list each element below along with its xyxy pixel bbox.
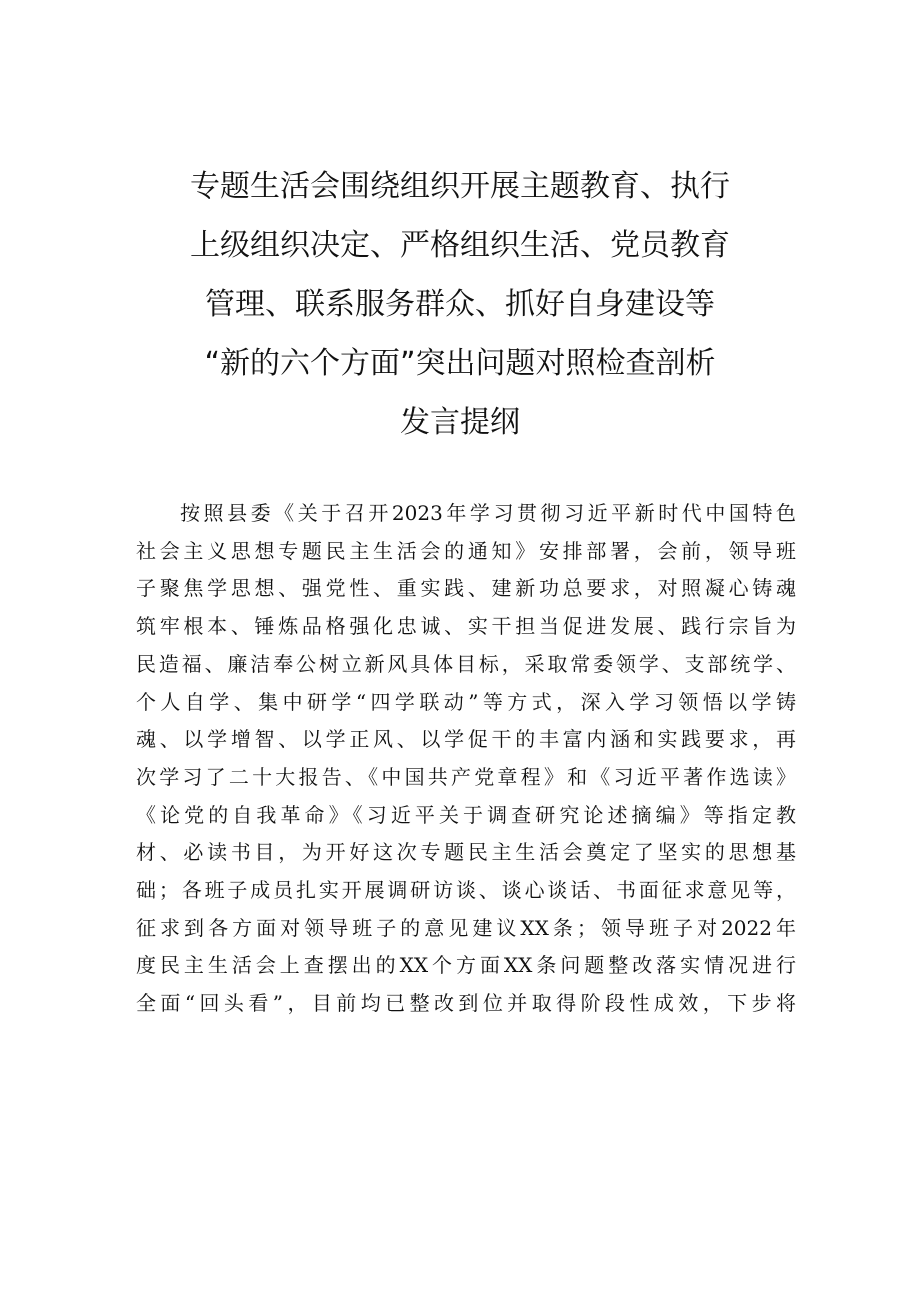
body-line: 个人自学、集中研学“四学联动”等方式，深入学习领悟以学铸 — [136, 689, 796, 714]
body-line: 《论党的自我革命》《习近平关于调查研究论述摘编》等指定教 — [136, 802, 796, 827]
title-line: 专题生活会围绕组织开展主题教育、执行 — [190, 169, 730, 204]
body-line: 材、必读书目，为开好这次专题民主生活会奠定了坚实的思想基 — [136, 840, 796, 865]
title-line: 管理、联系服务群众、抓好自身建设等 — [205, 287, 715, 322]
title-line: 上级组织决定、严格组织生活、党员教育 — [190, 228, 730, 263]
body-line: 征求到各方面对领导班子的意见建议XX条；领导班子对2022年 — [136, 915, 796, 940]
body-line: 度民主生活会上查摆出的XX个方面XX条问题整改落实情况进行 — [136, 953, 796, 978]
body-line: 筑牢根本、锤炼品格强化忠诚、实干担当促进发展、践行宗旨为 — [136, 614, 796, 639]
body-line: 次学习了二十大报告、《中国共产党章程》和《习近平著作选读》 — [136, 764, 796, 789]
body-line: 按照县委《关于召开2023年学习贯彻习近平新时代中国特色 — [180, 501, 796, 525]
body-paragraph — [136, 495, 796, 1023]
body-line: 魂、以学增智、以学正风、以学促干的丰富内涵和实践要求，再 — [136, 727, 796, 752]
body-line: 全面“回头看”，目前均已整改到位并取得阶段性成效，下步将 — [136, 991, 796, 1016]
document-title — [130, 157, 790, 452]
title-line: “新的六个方面”突出问题对照检查剖析 — [204, 346, 716, 381]
body-line: 础；各班子成员扎实开展调研访谈、谈心谈话、书面征求意见等， — [136, 878, 796, 903]
body-line: 民造福、廉洁奉公树立新风具体目标，采取常委领学、支部统学、 — [136, 651, 796, 676]
title-line: 发言提纲 — [400, 405, 520, 440]
body-line: 社会主义思想专题民主生活会的通知》安排部署，会前，领导班 — [136, 538, 796, 563]
body-line: 子聚焦学思想、强党性、重实践、建新功总要求，对照凝心铸魂 — [136, 576, 796, 601]
